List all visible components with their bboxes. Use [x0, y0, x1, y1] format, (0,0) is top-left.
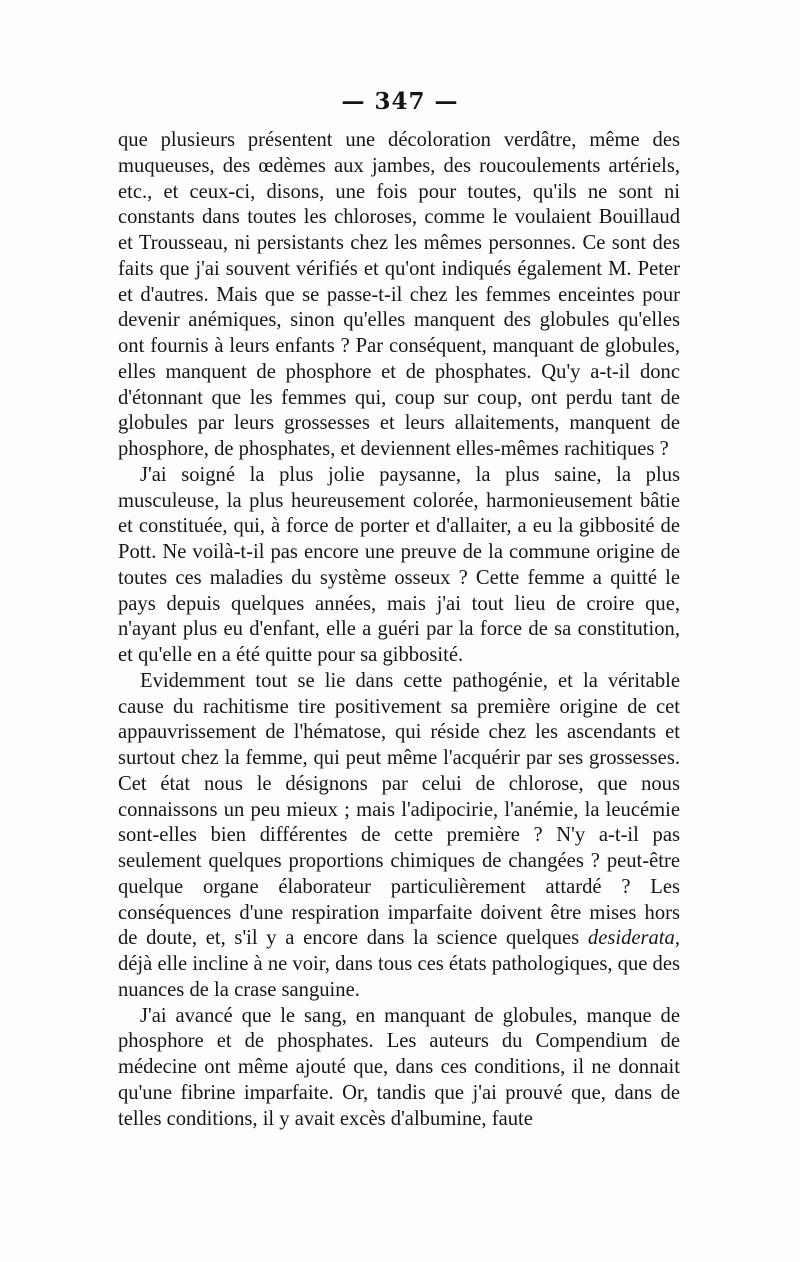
page-number: — 347 — [341, 88, 459, 115]
paragraph-3 [118, 669, 680, 1004]
paragraph-1: que plusieurs présentent une décoloration verdâtre, même des muqueuses, des œdèmes aux jambes, des roucoulements artériels, etc., et ceux-ci, disons, une fois pour toutes, qu'ils ne sont ni constants dans toutes les chloroses, comme le voulaient Bouillaud et Trousseau, ni persistants chez les mêmes personnes. Ce sont des faits que j'ai souvent vérifiés et qu'ont indiqués également M. Peter et d'autres. Mais que se passe-t-il chez les femmes enceintes pour devenir anémiques, sinon qu'elles manquent des globules qu'elles ont fournis à leurs enfants ? Par conséquent, manquant de globules, elles manquent de phosphore et de phosphates. Qu'y a-t-il donc d'étonnant que les femmes qui, coup sur coup, ont perdu tant de globules par leurs grossesses et leurs allaitements, manquent de phosphore, de phosphates, et deviennent elles-mêmes rachitiques ? [118, 129, 680, 460]
paragraph-3-text-after: , déjà elle incline à ne voir, dans tous ces états pathologiques, que des nuances de la crase sanguine. [118, 927, 680, 1001]
paragraph-3-text-before: Evidemment tout se lie dans cette pathogénie, et la véritable cause du rachitisme tire positivement sa première origine de cet appauvrissement de l'hématose, qui réside chez les ascendants et surtout chez la femme, qui peut même l'acquérir par ses grossesses. Cet état nous le désignons par celui de chlorose, que nous connaissons un peu mieux ; mais l'adipocirie, l'anémie, la leucémie sont-elles bien différentes de cette première ? N'y a-t-il pas seulement quelques proportions chimiques de changées ? peut-être quelque organe élaborateur particulièrement attardé ? Les conséquences d'une respiration imparfaite doivent être mises hors de doute, et, s'il y a encore dans la science quelques [118, 669, 680, 950]
paragraph-2: J'ai soigné la plus jolie paysanne, la plus saine, la plus musculeuse, la plus heureusement colorée, harmonieusement bâtie et constituée, qui, à force de porter et d'allaiter, a eu la gibbosité de Pott. Ne voilà-t-il pas encore une preuve de la commune origine de toutes ces maladies du système osseux ? Cette femme a quitté le pays depuis quelques années, mais j'ai tout lieu de croire que, n'ayant plus eu d'enfant, elle a guéri par la force de sa constitution, et qu'elle en a été quitte pour sa gibbosité. [118, 463, 680, 666]
paragraph-3-italic-term: desiderata [587, 927, 675, 950]
page-body [118, 128, 680, 1132]
paragraph-4: J'ai avancé que le sang, en manquant de globules, manque de phosphore et de phosphates. Les auteurs du Compendium de médecine ont même ajouté que, dans ces conditions, il ne donnait qu'une fibrine imparfaite. Or, tandis que j'ai prouvé que, dans de telles conditions, il y avait excès d'albumine, faute [118, 1004, 680, 1130]
